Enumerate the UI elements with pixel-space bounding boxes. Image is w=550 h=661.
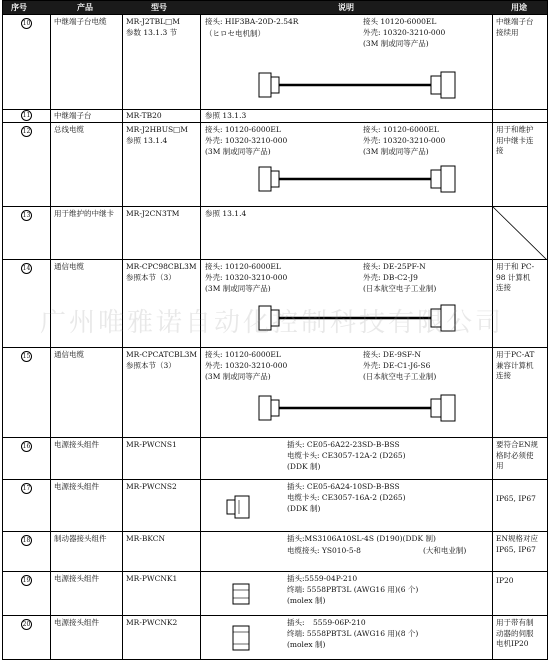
desc-left-line: （ヒロセ电机制） — [205, 29, 265, 38]
desc-right-line: (日本航空电子工业制) — [363, 372, 437, 381]
model-code: MR-J2HBUS□M — [126, 125, 188, 134]
model-ref: 参数 13.1.3 节 — [126, 27, 178, 37]
row-number: 13 — [22, 212, 31, 219]
use-line: 动器的伺服 — [496, 628, 534, 638]
table-row — [3, 14, 547, 109]
use-line: 接续用 — [496, 27, 519, 37]
model-ref: 参照本节（3） — [126, 272, 176, 282]
header-model: 型号 — [151, 2, 167, 12]
use-line: 98 计算机 — [496, 272, 531, 282]
connector-plug-icon — [201, 480, 493, 531]
model-code: MR-PWCNS2 — [123, 480, 201, 531]
desc-right-line: 插头: CE05-6A22-23SD-B-BSS — [287, 440, 400, 449]
empty-cell-slash — [493, 207, 547, 259]
row-number: 14 — [22, 265, 31, 272]
model-code: MR-PWCNS1 — [123, 438, 201, 479]
product-cell: 制动器接头组件 — [51, 532, 123, 571]
desc-right-line: 接头: DE-9SF-N — [363, 350, 421, 359]
desc-right-line: 插头:5559-04P-210 — [287, 574, 358, 583]
desc-left-line: 接头: 10120-6000EL — [205, 125, 281, 134]
desc-left-line: 外壳: 10320-3210-000 — [205, 136, 288, 145]
row-number: 17 — [22, 485, 31, 492]
desc-left-line: (3M 制或同等产品) — [205, 372, 271, 381]
desc-left-line: 外壳: 10320-3210-000 — [205, 361, 288, 370]
desc-right-line: 电缆卡头: CE3057-12A-2 (D265) — [287, 451, 406, 460]
product-cell: 电源接头组件 — [51, 572, 123, 615]
desc-right-line: (molex 制) — [287, 596, 326, 605]
table-row — [3, 109, 547, 122]
desc-right-line: (日本航空电子工业制) — [363, 284, 437, 293]
model-code: MR-BKCN — [123, 532, 201, 571]
product-cell: 电源接头组件 — [51, 480, 123, 531]
use-line: 用于和维护 — [496, 125, 534, 134]
desc-right-line: 电缆接头: YS010-5-8 — [287, 546, 361, 555]
use-line: 用中继卡连 — [496, 135, 534, 145]
table-row — [3, 615, 547, 660]
use-line: 连接 — [496, 283, 511, 292]
desc-left-line: 接头: 10120-6000EL — [205, 350, 281, 359]
desc-right-line: (大和电业制) — [423, 546, 467, 555]
desc-right-line: (3M 制或同等产品) — [363, 147, 429, 156]
row-number: 20 — [22, 621, 31, 628]
product-cell: 通信电缆 — [51, 260, 123, 347]
desc-right-line: 电缆卡头: CE3057-16A-2 (D265) — [287, 493, 406, 502]
desc-right-line: 接头: DE-25PF-N — [363, 262, 426, 271]
desc-right-line: (DDK 制) — [287, 504, 321, 513]
row-number: 10 — [22, 20, 31, 27]
product-cell: 总线电缆 — [51, 123, 123, 206]
table-row — [3, 122, 547, 206]
desc-right-line: (molex 制) — [287, 640, 326, 649]
cable-diagram-icon — [201, 348, 493, 437]
row-number: 19 — [22, 577, 31, 584]
product-cell: 通信电缆 — [51, 348, 123, 437]
use-line: 要符合EN规 — [496, 440, 539, 449]
connector-block-icon — [201, 572, 493, 615]
desc-right-line: (DDK 制) — [287, 462, 321, 471]
desc-right-prefix: 插头: — [287, 618, 305, 627]
row-number: 18 — [22, 537, 31, 544]
header-product: 产品 — [77, 2, 93, 12]
table-row — [3, 479, 547, 531]
product-cell: 电源接头组件 — [51, 616, 123, 660]
use-line: 用于PC-AT — [496, 350, 535, 359]
desc-right-line: 终端: 5558PBT3L (AWG16 用)(8 个) — [287, 629, 419, 638]
use-line: 兼容计算机 — [496, 360, 534, 370]
model-code: MR-PWCNK2 — [123, 616, 201, 660]
use-line: IP20 — [496, 576, 514, 585]
model-code: MR-PWCNK1 — [123, 572, 201, 615]
row-number: 16 — [22, 443, 31, 450]
row-number: 15 — [22, 353, 31, 360]
desc-left-line: 外壳: 10320-3210-000 — [205, 273, 288, 282]
model-ref: 参照本节（3） — [126, 360, 176, 370]
desc-right-line: 外壳: 10320-3210-000 — [363, 136, 446, 145]
use-line: 用 — [496, 461, 504, 470]
use-line: IP65, IP67 — [496, 494, 536, 503]
model-ref: 参照 13.1.4 — [126, 135, 168, 145]
desc-left-line: 接头: HIF3BA-20D-2.54R — [205, 17, 299, 26]
use-line: IP65, IP67 — [496, 544, 536, 554]
desc-right-line: 插头:MS3106A10SL-4S (D190)(DDK 制) — [287, 534, 436, 543]
row-number: 11 — [22, 112, 31, 119]
desc-right-line: 插头: CE05-6A24-10SD-B-BSS — [287, 482, 400, 491]
model-code: MR-CPCATCBL3M — [126, 350, 198, 359]
accessory-table — [2, 0, 548, 660]
use-line: 用于和 PC- — [496, 262, 535, 271]
model-code: MR-CPC98CBL3M — [126, 262, 197, 271]
model-code: MR-J2CN3TM — [123, 207, 201, 259]
row-number: 12 — [22, 128, 31, 135]
table-row — [3, 259, 547, 347]
cable-diagram-icon — [201, 15, 493, 109]
header-desc: 说明 — [338, 2, 354, 12]
connector-block-icon — [201, 616, 493, 660]
product-cell: 用于维护的中继卡 — [51, 207, 123, 259]
use-line: EN规格对应 — [496, 534, 539, 543]
use-line: 中继端子台 — [496, 17, 534, 26]
table-row — [3, 206, 547, 259]
table-row — [3, 531, 547, 571]
model-code: MR-J2TBL□M — [126, 17, 180, 26]
company-watermark: 广州唯雅诺自动化控制科技有限公司 — [40, 308, 505, 338]
desc-right-line: 接头 10120-6000EL — [363, 17, 437, 26]
desc-right-line: (3M 制或同等产品) — [363, 39, 429, 48]
desc-right-line: 外壳: DB-C2-J9 — [363, 273, 418, 282]
use-line: 格时必须使 — [496, 450, 534, 460]
table-row — [3, 571, 547, 615]
cable-diagram-icon — [201, 123, 493, 206]
product-cell: 中继端子台 — [51, 110, 123, 122]
desc-right-line: 终端: 5558PBT3L (AWG16 用)(6 个) — [287, 585, 419, 594]
header-num: 序号 — [11, 2, 27, 12]
header-use: 用途 — [511, 2, 527, 12]
desc-left-line: 参照 13.1.3 — [201, 110, 493, 122]
desc-left-line: (3M 制或同等产品) — [205, 284, 271, 293]
desc-right-line: 外壳: DE-C1-J6-S6 — [363, 361, 431, 370]
use-line: 接 — [496, 146, 504, 155]
desc-right-line: 接头: 10120-6000EL — [363, 125, 439, 134]
desc-left-line: 接头: 10120-6000EL — [205, 262, 281, 271]
desc-right-line: 外壳: 10320-3210-000 — [363, 28, 446, 37]
use-line: 连接 — [496, 371, 511, 380]
use-line: 电机IP20 — [496, 639, 529, 648]
desc-right-line: 5559-06P-210 — [313, 618, 366, 627]
cable-diagram-icon — [201, 260, 493, 347]
table-row — [3, 437, 547, 479]
product-cell: 电源接头组件 — [51, 438, 123, 479]
desc-left-line: (3M 制或同等产品) — [205, 147, 271, 156]
desc-left-line: 参照 13.1.4 — [201, 207, 493, 259]
use-line: 用于带有制 — [496, 618, 534, 627]
table-row — [3, 347, 547, 437]
table-header — [3, 1, 547, 14]
model-code: MR-TB20 — [123, 110, 201, 122]
product-cell: 中继端子台电缆 — [51, 15, 123, 109]
